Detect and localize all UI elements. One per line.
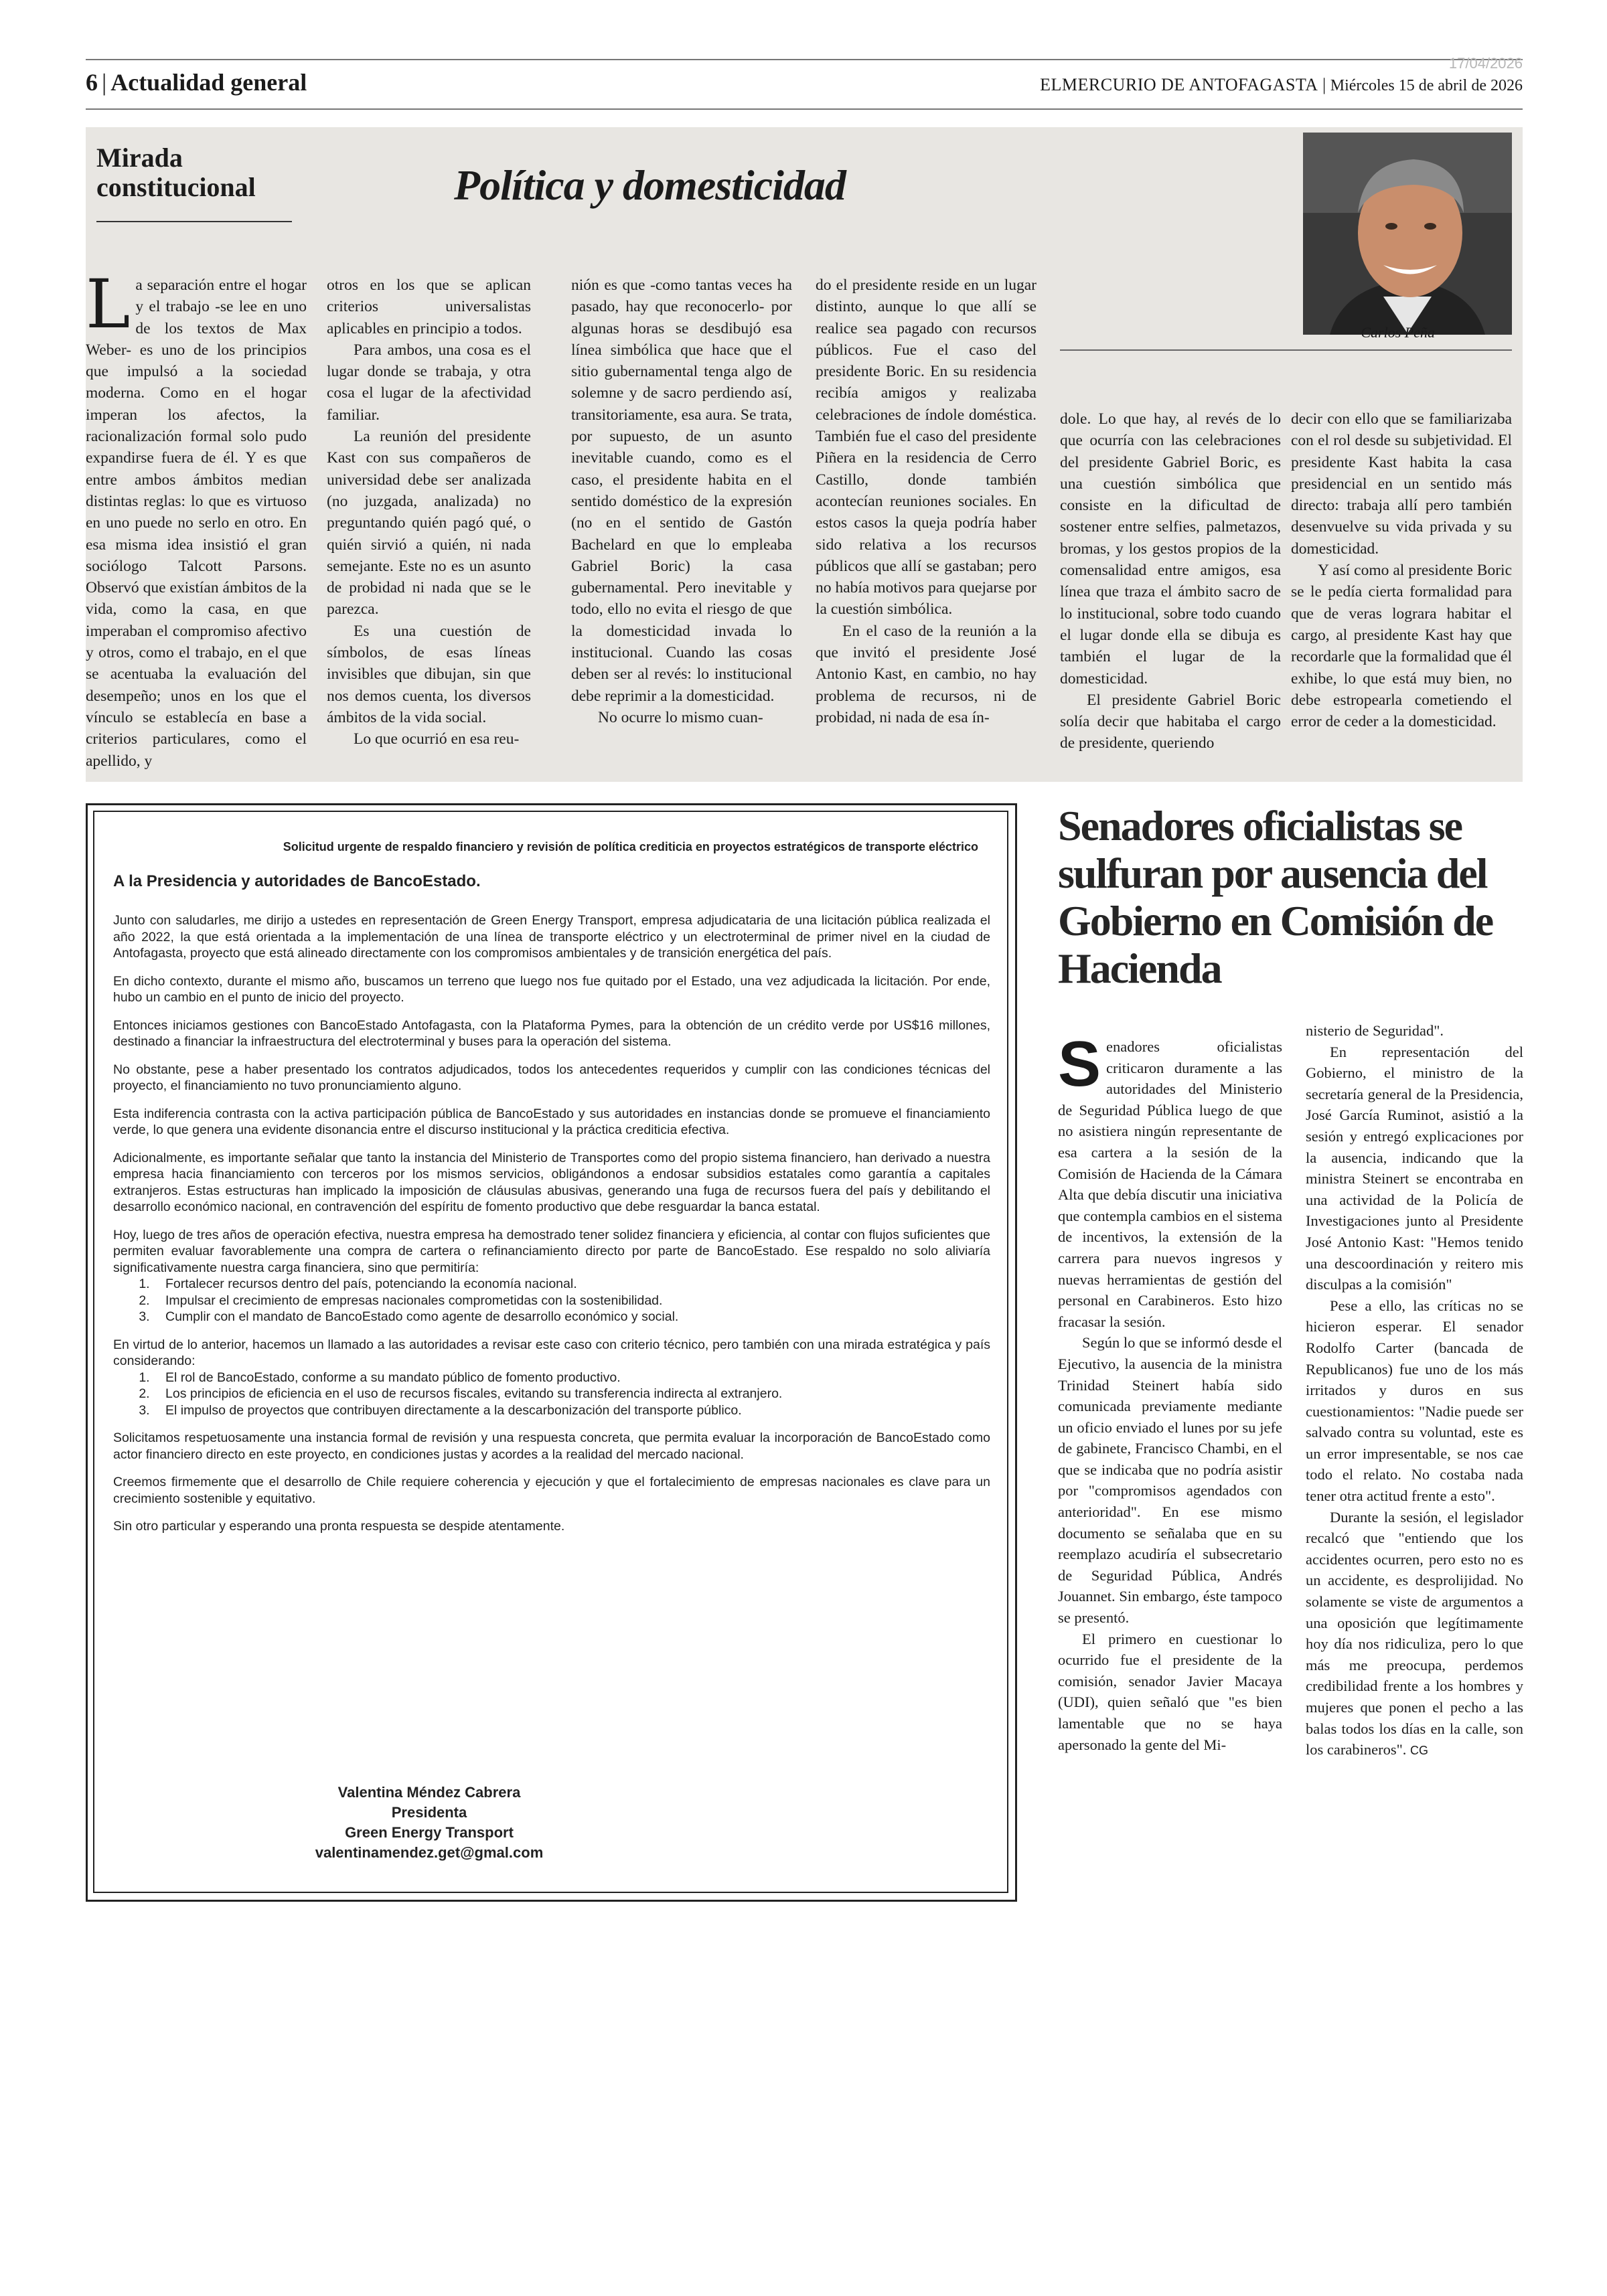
list-item: 2. Impulsar el crecimiento de empresas nacionales comprometidas con la sostenibilidad.	[153, 1293, 990, 1309]
paragraph: En el caso de la reunión a la que invitó el presidente José Antonio Kast, en cambio, no hay problema de recursos, ni de probidad, ni nada de esa ín-	[816, 622, 1037, 726]
paragraph: Lo que ocurrió en esa reu-	[354, 730, 520, 748]
considerations-list	[113, 1370, 990, 1419]
list-item: 1. El rol de BancoEstado, conforme a su mandato público de fomento productivo.	[153, 1370, 990, 1386]
end-mark: CG	[1410, 1744, 1429, 1758]
news-text-2	[1306, 1020, 1523, 1910]
paper-name: ELMERCURIO DE ANTOFAGASTA	[1040, 75, 1318, 94]
paragraph: No ocurre lo mismo cuan-	[598, 708, 763, 726]
paragraph: No obstante, pese a haber presentado los contratos adjudicados, todos los antecedentes requeridos y cumplir con las condiciones técnicas del proyecto, el financiamiento no tuvo pronunciamiento alguno.	[113, 1062, 990, 1093]
paragraph: El primero en cuestionar lo ocurrido fue el presidente de la comisión, senador Javier Macaya (UDI), quien señaló que "es bien lamentable que no se haya apersonado la gente del Mi-	[1058, 1630, 1282, 1753]
paragraph-text: enadores oficialistas criticaron duramente a las autoridades del Ministerio de Seguridad Pública luego de que no asistiera ningún representante de esa cartera a la sesión de la Comisión de Hacienda de la Cámara Alta que debía discutir una iniciativa que contempla cambios en el sistema de incentivos, la extensión de la carrera para nuevos ingresos y nuevas herramientas de gestión del personal en Carabineros. Esto hizo fracasar la sesión.	[1058, 1038, 1282, 1330]
letter-subject: Solicitud urgente de respaldo financiero y revisión de política crediticia en proyectos estratégicos de transporte eléctrico	[283, 840, 978, 853]
signer-name: Valentina Méndez Cabrera	[337, 1784, 521, 1801]
paragraph: Solicitamos respetuosamente una instancia formal de revisión y una respuesta concreta, que permita evaluar la incorporación de BancoEstado como actor financiero directo en este proyecto, en condiciones justas y acordes a la realidad del mercado nacional.	[113, 1430, 990, 1462]
opinion-column	[86, 127, 1523, 782]
list-item: 3. El impulso de proyectos que contribuyen directamente a la descarbonización del transporte público.	[153, 1402, 990, 1419]
paragraph: nión es que -como tantas veces ha pasado, hay que reconocerlo- por algunas horas se desdibujó esa línea simbólica que hace que el sitio gubernamental tenga algo de solemne y de sacro perdiendo así, transitoriamente, esa aura. Se trata, por supuesto, de un asunto inevitable cuando, como es el caso, el presidente habita en el sentido doméstico de la expresión (no en el sentido de Gastón Bachelard en que lo empleaba Gabriel Boric) la casa gubernamental. Pero inevitable y todo, ello no evita el riesgo de que la domesticidad invada lo institucional. Cuando las cosas deben ser al revés: lo institucional debe reprimir a la domesticidad.	[571, 276, 792, 705]
paragraph: Es una cuestión de símbolos, de esas líneas invisibles que dibujan, sin que nos demos cuenta, los diversos ámbitos de la vida social.	[327, 622, 531, 726]
open-letter-ad	[86, 803, 1017, 1902]
paragraph: Sin otro particular y esperando una pronta respuesta se despide atentamente.	[113, 1519, 565, 1534]
page-stamp: 17/04/2026	[1448, 55, 1523, 72]
paragraph: nisterio de Seguridad".	[1306, 1022, 1444, 1039]
kicker-rule	[96, 221, 292, 222]
paragraph: La reunión del presidente Kast con sus compañeros de universidad debe ser analizada (no juzgada, analizada) no preguntando quién pagó qué, o quién sirvió a quién, ni nada semejante. Este no es un asunto de probidad ni nada que se le parezca.	[327, 428, 531, 619]
column-text-5	[1060, 408, 1281, 770]
author-photo	[1303, 133, 1512, 335]
column-kicker: Mirada constitucional	[96, 143, 256, 202]
section-label: 6 | Actualidad general	[86, 69, 307, 96]
signer-role: Presidenta	[391, 1804, 467, 1821]
column-headline: Política y domesticidad	[454, 161, 846, 209]
list-item: 2. Los principios de eficiencia en el uso de recursos fiscales, evitando su transferencia indirecta al extranjero.	[153, 1386, 990, 1402]
paragraph: El presidente Gabriel Boric solía decir que habitaba el cargo de presidente, queriendo	[1060, 691, 1281, 752]
paragraph	[1306, 1507, 1523, 1762]
paragraph: Esta indiferencia contrasta con la activa participación pública de BancoEstado y sus autoridades en instancias donde se promueve el financiamiento verde, lo que genera una evidente disonancia entre el discurso institucional y la práctica crediticia efectiva.	[113, 1106, 990, 1137]
drop-cap: L	[86, 265, 131, 343]
paragraph: En representación del Gobierno, el ministro de la secretaría general de la Presidencia, José García Ruminot, asistió a la sesión y entregó explicaciones por la ausencia, indicando que la ministra Steinert se encontraba en una actividad de la Policía de Investigaciones junto al Presidente José Antonio Kast: "Hemos tenido una descoordinación y reitero mis disculpas a la comisión"	[1306, 1043, 1523, 1293]
issue-date: Miércoles 15 de abril de 2026	[1330, 77, 1523, 94]
paper-info: ELMERCURIO DE ANTOFAGASTA | Miércoles 15 de abril de 2026	[1040, 75, 1523, 94]
paragraph: dole. Lo que hay, al revés de lo que ocurría con las celebraciones del presidente Gabriel Boric, es una cuestión simbólica que consiste en la dificultad de sostener entre selfies, palmetazos, bromas, y los gestos propios de la comensalidad entre amigos, esa línea que traza el ámbito sacro de lo institucional, sobre todo cuando el lugar donde ella se dibuja es también el lugar de la domesticidad.	[1060, 410, 1281, 687]
paragraph: Según lo que se informó desde el Ejecutivo, la ausencia de la ministra Trinidad Steinert había sido comunicada previamente mediante un oficio enviado el lunes por su jefe de gabinete, Francisco Chambi, en el que se indicaba que no podría asistir por "compromisos agendados con anterioridad". En ese mismo documento se señalaba que en su reemplazo acudiría el subsecretario de Seguridad Pública, Andrés Jouannet. Sin embargo, éste tampoco se presentó.	[1058, 1334, 1282, 1627]
column-text-4	[816, 274, 1037, 770]
paragraph: En dicho contexto, durante el mismo año, buscamos un terreno que luego nos fue quitado por el Estado, una vez adjudicada la licitación. Por ende, hubo un cambio en el punto de inicio del proyecto.	[113, 973, 990, 1005]
section-name: Actualidad general	[110, 69, 307, 96]
list-item: 1. Fortalecer recursos dentro del país, potenciando la economía nacional.	[153, 1276, 990, 1293]
author-byline: Carlos Peña	[1361, 324, 1435, 341]
signer-company: Green Energy Transport	[345, 1824, 514, 1841]
paragraph	[1058, 1028, 1282, 1332]
column-text-2	[327, 274, 531, 770]
letter-salutation: A la Presidencia y autoridades de BancoEstado.	[113, 872, 481, 890]
signer-email: valentinamendez.get@gmal.com	[315, 1844, 544, 1861]
paragraph-text: Durante la sesión, el legislador recalcó que "entiendo que los accidentes ocurren, pero esto no es un accidente, es desprolijidad. No solamente se viste de argumentos a una oposición que legítimamente hoy día nos ridiculiza, pero lo que más me preocupa, perdemos credibilidad frente a los hombres y mujeres que ponen el pecho a las balas todos los días en la calle, son los carabineros".	[1306, 1508, 1523, 1758]
letter-inner-frame	[93, 811, 1008, 1893]
page-number: 6	[86, 69, 98, 96]
news-headline: Senadores oficialistas se sulfuran por ausencia del Gobierno en Comisión de Hacienda	[1058, 802, 1493, 992]
paragraph: Pese a ello, las críticas no se hicieron esperar. El senador Rodolfo Carter (bancada de Republicanos) fue uno de los más irritados y duros en sus cuestionamientos: "Nadie puede ser salvado contra su voluntad, este es un error impresentable, se nos cae todo el relato. No costaba nada tener otra actitud frente a esto".	[1306, 1297, 1523, 1505]
paragraph: Hoy, luego de tres años de operación efectiva, nuestra empresa ha demostrado tener solidez financiera y eficiencia, al contar con flujos suficientes que permiten evaluar favorablemente una compra de cartera o refinanciamiento directo por parte de BancoEstado. Ese respaldo no solo aliviaría significativamente nuestra carga financiera, sino que permitiría:	[113, 1227, 990, 1275]
letter-signature	[94, 1783, 764, 1863]
paragraph: Para ambos, una cosa es el lugar donde se trabaja, y otra cosa el lugar de la afectividad familiar.	[327, 341, 531, 424]
paragraph-text: a separación entre el hogar y el trabajo -se lee en uno de los textos de Max Weber- es uno de los principios que impulsó a la sociedad moderna. Como en el hogar imperan los afectos, la racionalización formal solo pudo expandirse fuera de él. Y es que entre ambos ámbitos median distintas reglas: lo que es virtuoso en uno puede no serlo en otro. En esa misma idea insistió el gran sociólogo Talcott Parsons. Observó que existían ámbitos de la vida, como la casa, en que imperaban el compromiso afectivo y otros, como el trabajo, en el que se acentuaba la evaluación del desempeño; unos en los que el vínculo se establecía en base a criterios particulares, como el apellido, y	[86, 276, 307, 770]
column-text-6	[1291, 408, 1512, 770]
paragraph: do el presidente reside en un lugar distinto, aunque lo que allí se realice sea pagado con recursos públicos. Fue el caso del presidente Boric. En su residencia recibía amigos y realizaba celebraciones de índole doméstica. También fue el caso del presidente Piñera en la residencia de Cerro Castillo, donde también acontecían reuniones sociales. En estos casos la queja podría haber sido relativa a los recursos públicos que allí se gastaban; pero no había motivos para quejarse por la cuestión simbólica.	[816, 276, 1037, 619]
benefits-list	[113, 1276, 990, 1325]
paragraph	[86, 265, 307, 772]
paragraph: En virtud de lo anterior, hacemos un llamado a las autoridades a revisar este caso con criterio técnico, pero también con una mirada estratégica y país considerando:	[113, 1337, 990, 1368]
news-text-1	[1058, 1028, 1282, 1906]
paragraph: Junto con saludarles, me dirijo a ustedes en representación de Green Energy Transport, empresa adjudicataria de una licitación pública realizada el año 2022, la que está orientada a la implementación de una línea de transporte eléctrico y un electroterminal de primer nivel en la ciudad de Antofagasta, proyecto que está alineado directamente con los compromisos ambientales y de transición energética del país.	[113, 913, 990, 961]
author-portrait-illustration	[1303, 133, 1512, 335]
list-item: 3. Cumplir con el mandato de BancoEstado como agente de desarrollo económico y social.	[153, 1309, 990, 1325]
letter-body	[113, 912, 990, 1546]
paragraph: Creemos firmemente que el desarrollo de Chile requiere coherencia y ejecución y que el fortalecimiento de empresas nacionales es clave para un crecimiento sostenible y equitativo.	[113, 1475, 990, 1506]
paragraph: otros en los que se aplican criterios universalistas aplicables en principio a todos.	[327, 276, 531, 337]
column-text-1	[86, 265, 307, 770]
paragraph: Entonces iniciamos gestiones con BancoEstado Antofagasta, con la Plataforma Pymes, para la obtención de un crédito verde por US$16 millones, destinado a financiar la infraestructura del electroterminal y buses para la operación del sistema.	[113, 1017, 990, 1049]
drop-cap: S	[1058, 1028, 1101, 1100]
paragraph: Y así como al presidente Boric se le pedía cierta formalidad para que de veras lograra habitar el cargo, al presidente Kast hay que recordarle que la formalidad que él exhibe, lo que está muy bien, no debe estropearla cometiendo el error de ceder a la domesticidad.	[1291, 562, 1512, 731]
paragraph: decir con ello que se familiarizaba con el rol desde su subjetividad. El presidente Kast habita la casa presidencial en un sentido más directo: trabaja allí pero también desenvuelve su vida privada y su domesticidad.	[1291, 410, 1512, 558]
paragraph: Adicionalmente, es importante señalar que tanto la instancia del Ministerio de Transportes como del propio sistema financiero, han derivado a nuestra empresa hacia financiamiento con terceros por los mismos servicios, obligándonos a endosar subsidios estatales como garantía a capitales extranjeros. Estas estructuras han implicado la imposición de cláusulas abusivas, generando una fuga de recursos fuera del país y debilitando el desarrollo económico nacional, en contravención del espíritu de fomento productivo que debe resguardar la banca estatal.	[113, 1150, 990, 1214]
column-text-3	[571, 274, 792, 770]
page-header	[86, 55, 1523, 110]
byline-rule	[1060, 349, 1512, 351]
